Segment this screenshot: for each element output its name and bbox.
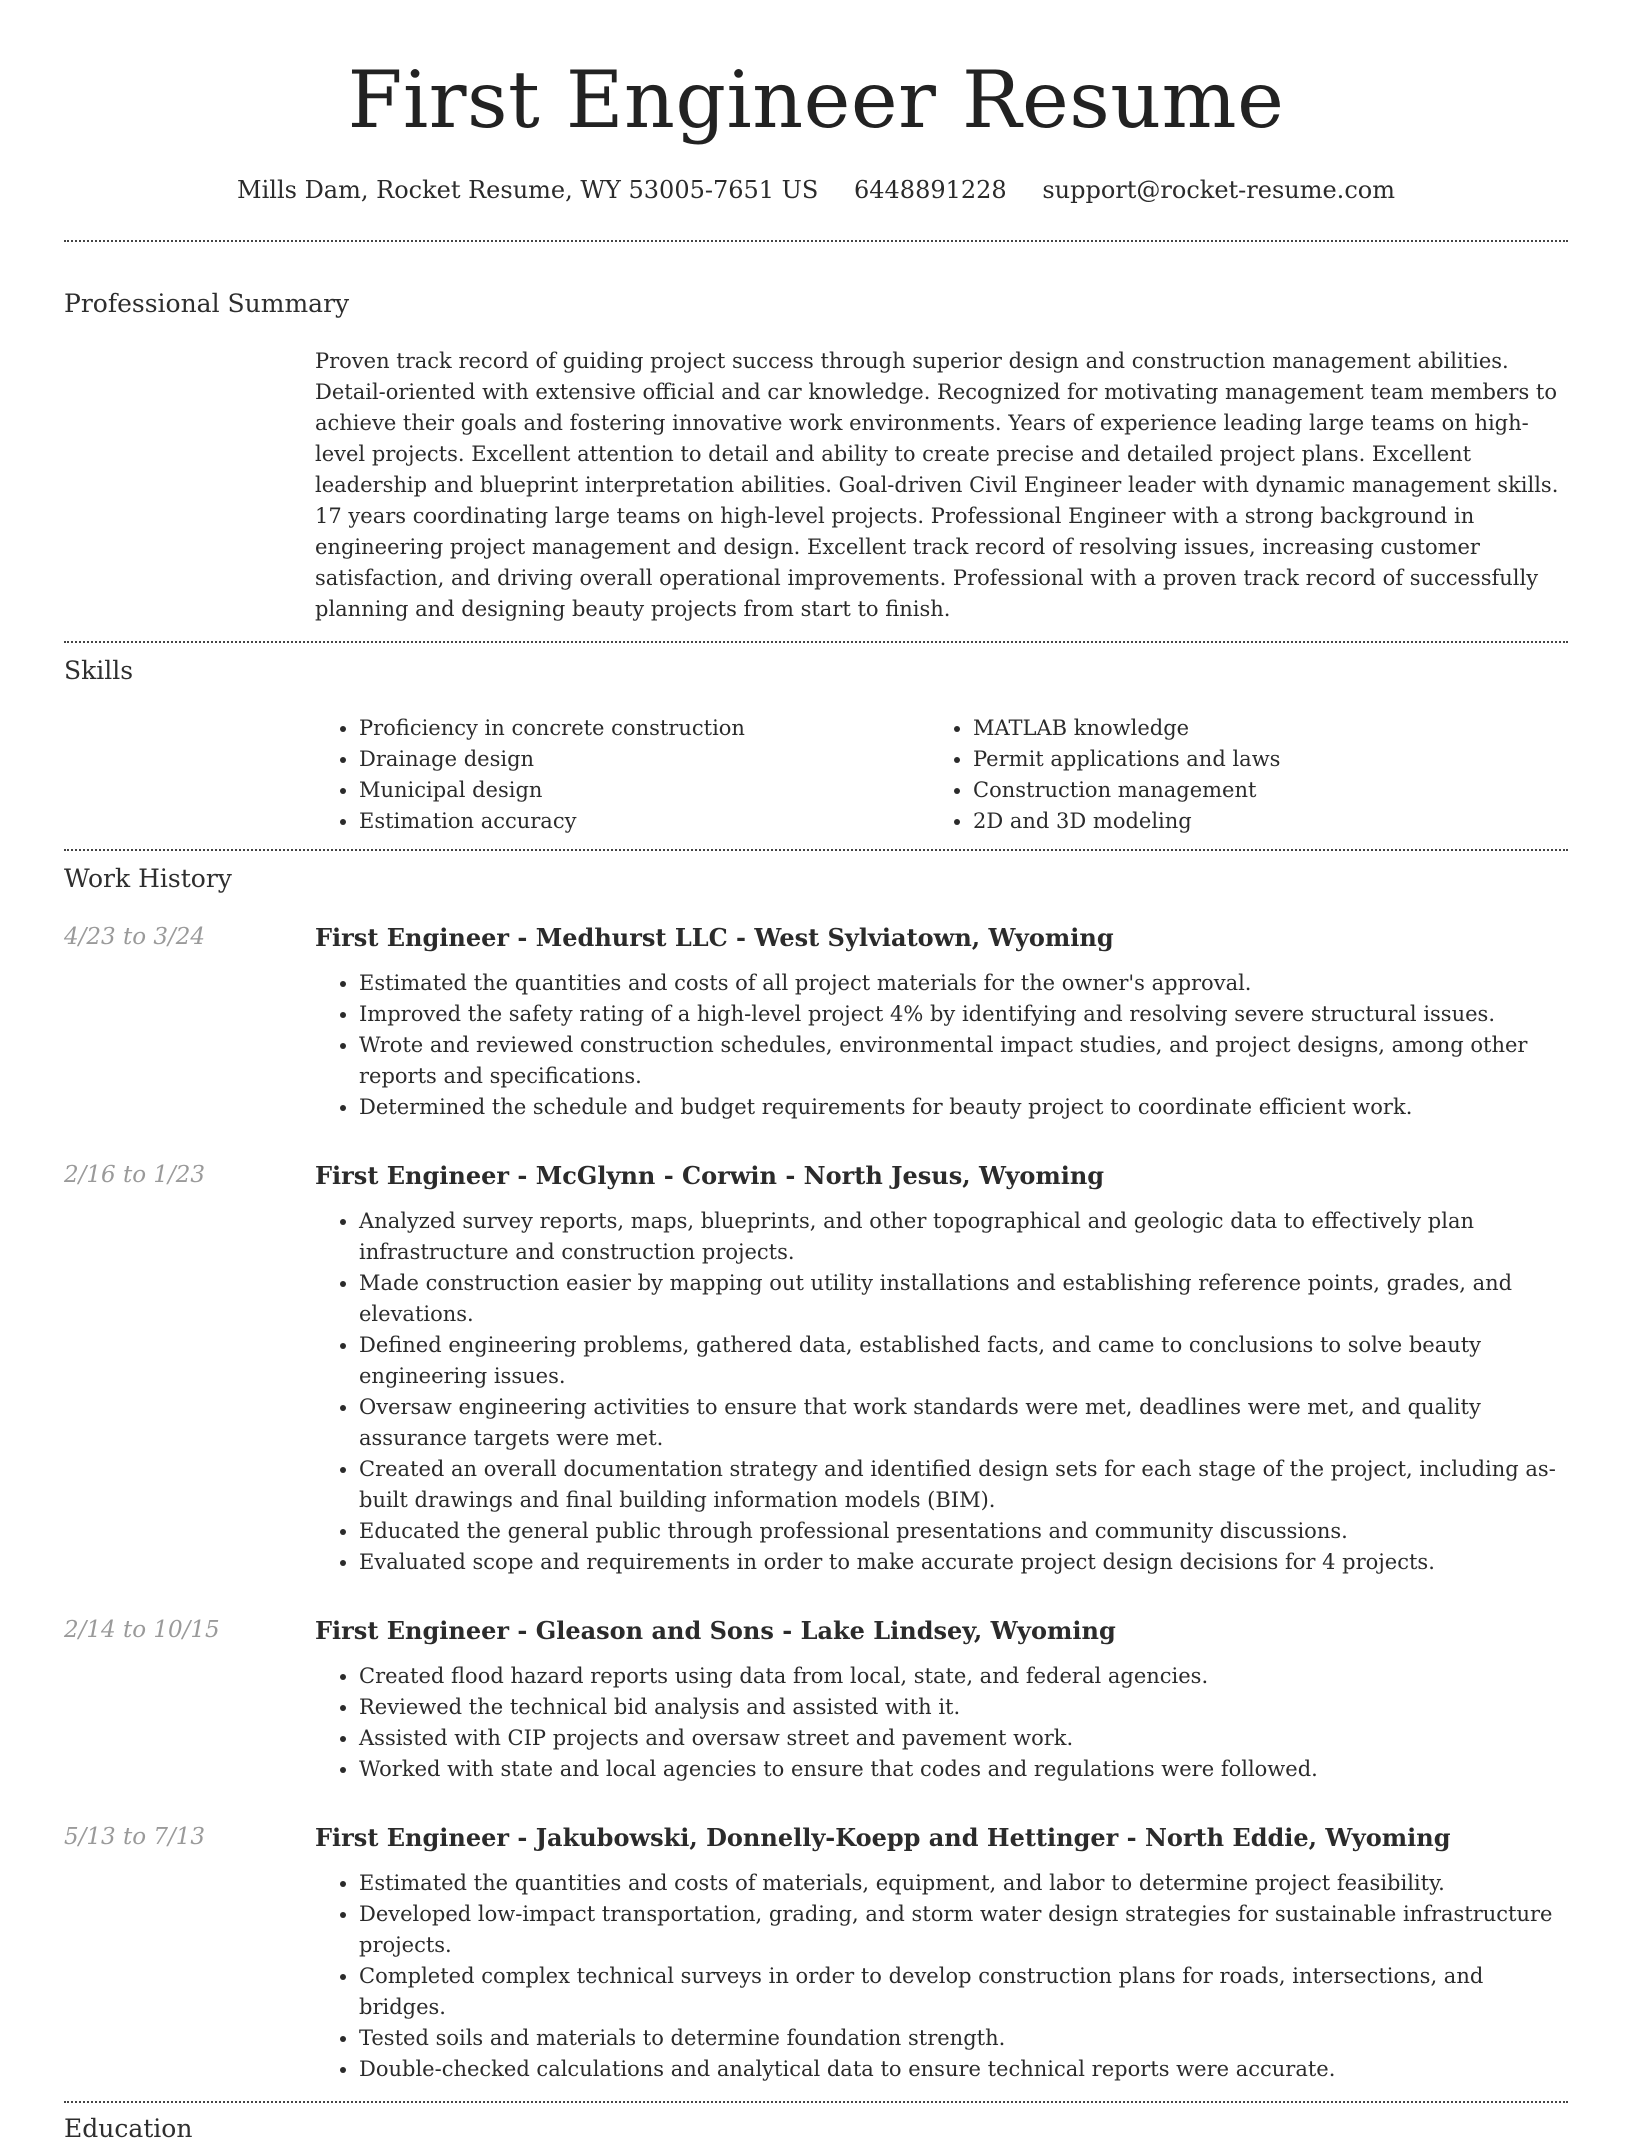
job-body xyxy=(315,1159,1568,1578)
skills-column-right xyxy=(929,713,1280,837)
job-entry xyxy=(64,1614,1568,1785)
job-bullet: • Assisted with CIP projects and oversaw street and pavement work. xyxy=(359,1723,1568,1754)
job-bullet: • Completed complex technical surveys in order to develop construction plans for roads, intersections, and bridges. xyxy=(359,1961,1568,2023)
job-bullet: • Evaluated scope and requirements in order to make accurate project design decisions for 4 projects. xyxy=(359,1547,1568,1578)
section-divider xyxy=(64,641,1568,643)
job-dates: 2/16 to 1/23 xyxy=(64,1162,206,1188)
job-bullets xyxy=(315,968,1568,1123)
job-dates: 4/23 to 3/24 xyxy=(64,924,206,950)
job-bullet: • Double-checked calculations and analytical data to ensure technical reports were accurate. xyxy=(359,2054,1568,2085)
job-heading: First Engineer - Medhurst LLC - West Sylviatown, Wyoming xyxy=(315,923,1114,952)
contact-email: support@rocket-resume.com xyxy=(1042,176,1395,204)
job-heading: First Engineer - McGlynn - Corwin - North Jesus, Wyoming xyxy=(315,1161,1105,1190)
summary-heading: Professional Summary xyxy=(64,289,350,318)
job-bullet: • Developed low-impact transportation, grading, and storm water design strategies for sustainable infrastructure projects. xyxy=(359,1899,1568,1961)
job-bullet: • Analyzed survey reports, maps, blueprints, and other topographical and geologic data to effectively plan infrastructure and construction projects. xyxy=(359,1206,1568,1268)
job-body xyxy=(315,921,1568,1123)
job-body xyxy=(315,1821,1568,2085)
job-bullet: • Created flood hazard reports using data from local, state, and federal agencies. xyxy=(359,1661,1568,1692)
skill-item: • MATLAB knowledge xyxy=(973,713,1280,744)
skills-heading: Skills xyxy=(64,656,134,685)
job-dates: 2/14 to 10/15 xyxy=(64,1617,220,1643)
job-entry xyxy=(64,921,1568,1123)
skill-item: • 2D and 3D modeling xyxy=(973,806,1280,837)
contact-phone: 6448891228 xyxy=(854,176,1007,204)
skill-item: • Proficiency in concrete construction xyxy=(359,713,929,744)
job-bullet: • Wrote and reviewed construction schedules, environmental impact studies, and project designs, among other reports and specifications. xyxy=(359,1030,1568,1092)
job-bullet: • Tested soils and materials to determine foundation strength. xyxy=(359,2023,1568,2054)
job-bullet: • Worked with state and local agencies to ensure that codes and regulations were followed. xyxy=(359,1754,1568,1785)
job-bullet: • Made construction easier by mapping out utility installations and establishing reference points, grades, and elevations. xyxy=(359,1268,1568,1330)
skill-item: • Municipal design xyxy=(359,775,929,806)
skill-item: • Permit applications and laws xyxy=(973,744,1280,775)
skill-item: • Drainage design xyxy=(359,744,929,775)
job-entry xyxy=(64,1159,1568,1578)
job-bullet: • Improved the safety rating of a high-level project 4% by identifying and resolving severe structural issues. xyxy=(359,999,1568,1030)
job-bullet: • Estimated the quantities and costs of all project materials for the owner's approval. xyxy=(359,968,1568,999)
job-bullet: • Determined the schedule and budget requirements for beauty project to coordinate efficient work. xyxy=(359,1092,1568,1123)
skills-column-left xyxy=(315,713,929,837)
summary-text: Proven track record of guiding project success through superior design and construction management abilities. Detail-oriented with extensive official and car knowledge. Recognized for motivating management team members to achieve their goals and fostering innovative work environments. Years of experience leading large teams on high-level projects. Excellent attention to detail and ability to create precise and detailed project plans. Excellent leadership and blueprint interpretation abilities. Goal-driven Civil Engineer leader with dynamic management skills. 17 years coordinating large teams on high-level projects. Professional Engineer with a strong background in engineering project management and design. Excellent track record of resolving issues, increasing customer satisfaction, and driving overall operational improvements. Professional with a proven track record of successfully planning and designing beauty projects from start to finish. xyxy=(315,349,1559,621)
contact-line xyxy=(64,174,1568,206)
work-history-heading: Work History xyxy=(64,864,232,893)
resume-header xyxy=(64,0,1568,206)
job-entry xyxy=(64,1821,1568,2085)
job-heading: First Engineer - Jakubowski, Donnelly-Koepp and Hettinger - North Eddie, Wyoming xyxy=(315,1823,1451,1852)
section-divider xyxy=(64,849,1568,851)
skill-item: • Estimation accuracy xyxy=(359,806,929,837)
job-bullets xyxy=(315,1661,1568,1785)
job-bullet: • Estimated the quantities and costs of materials, equipment, and labor to determine project feasibility. xyxy=(359,1868,1568,1899)
job-bullet: • Reviewed the technical bid analysis and assisted with it. xyxy=(359,1692,1568,1723)
job-body xyxy=(315,1614,1568,1785)
job-bullets xyxy=(315,1868,1568,2085)
job-dates: 5/13 to 7/13 xyxy=(64,1824,206,1850)
job-bullet: • Defined engineering problems, gathered data, established facts, and came to conclusions to solve beauty engineering issues. xyxy=(359,1330,1568,1392)
skill-item: • Construction management xyxy=(973,775,1280,806)
skills-list xyxy=(315,713,1568,849)
contact-address: Mills Dam, Rocket Resume, WY 53005-7651 US xyxy=(237,176,819,204)
job-bullets xyxy=(315,1206,1568,1578)
job-bullet: • Oversaw engineering activities to ensure that work standards were met, deadlines were met, and quality assurance targets were met. xyxy=(359,1392,1568,1454)
section-divider xyxy=(64,2101,1568,2103)
job-bullet: • Educated the general public through professional presentations and community discussions. xyxy=(359,1516,1568,1547)
education-heading: Education xyxy=(64,2114,193,2143)
job-bullet: • Created an overall documentation strategy and identified design sets for each stage of the project, including as-built drawings and final building information models (BIM). xyxy=(359,1454,1568,1516)
section-divider xyxy=(64,240,1568,242)
resume-title: First Engineer Resume xyxy=(347,54,1285,146)
job-heading: First Engineer - Gleason and Sons - Lake Lindsey, Wyoming xyxy=(315,1616,1116,1645)
